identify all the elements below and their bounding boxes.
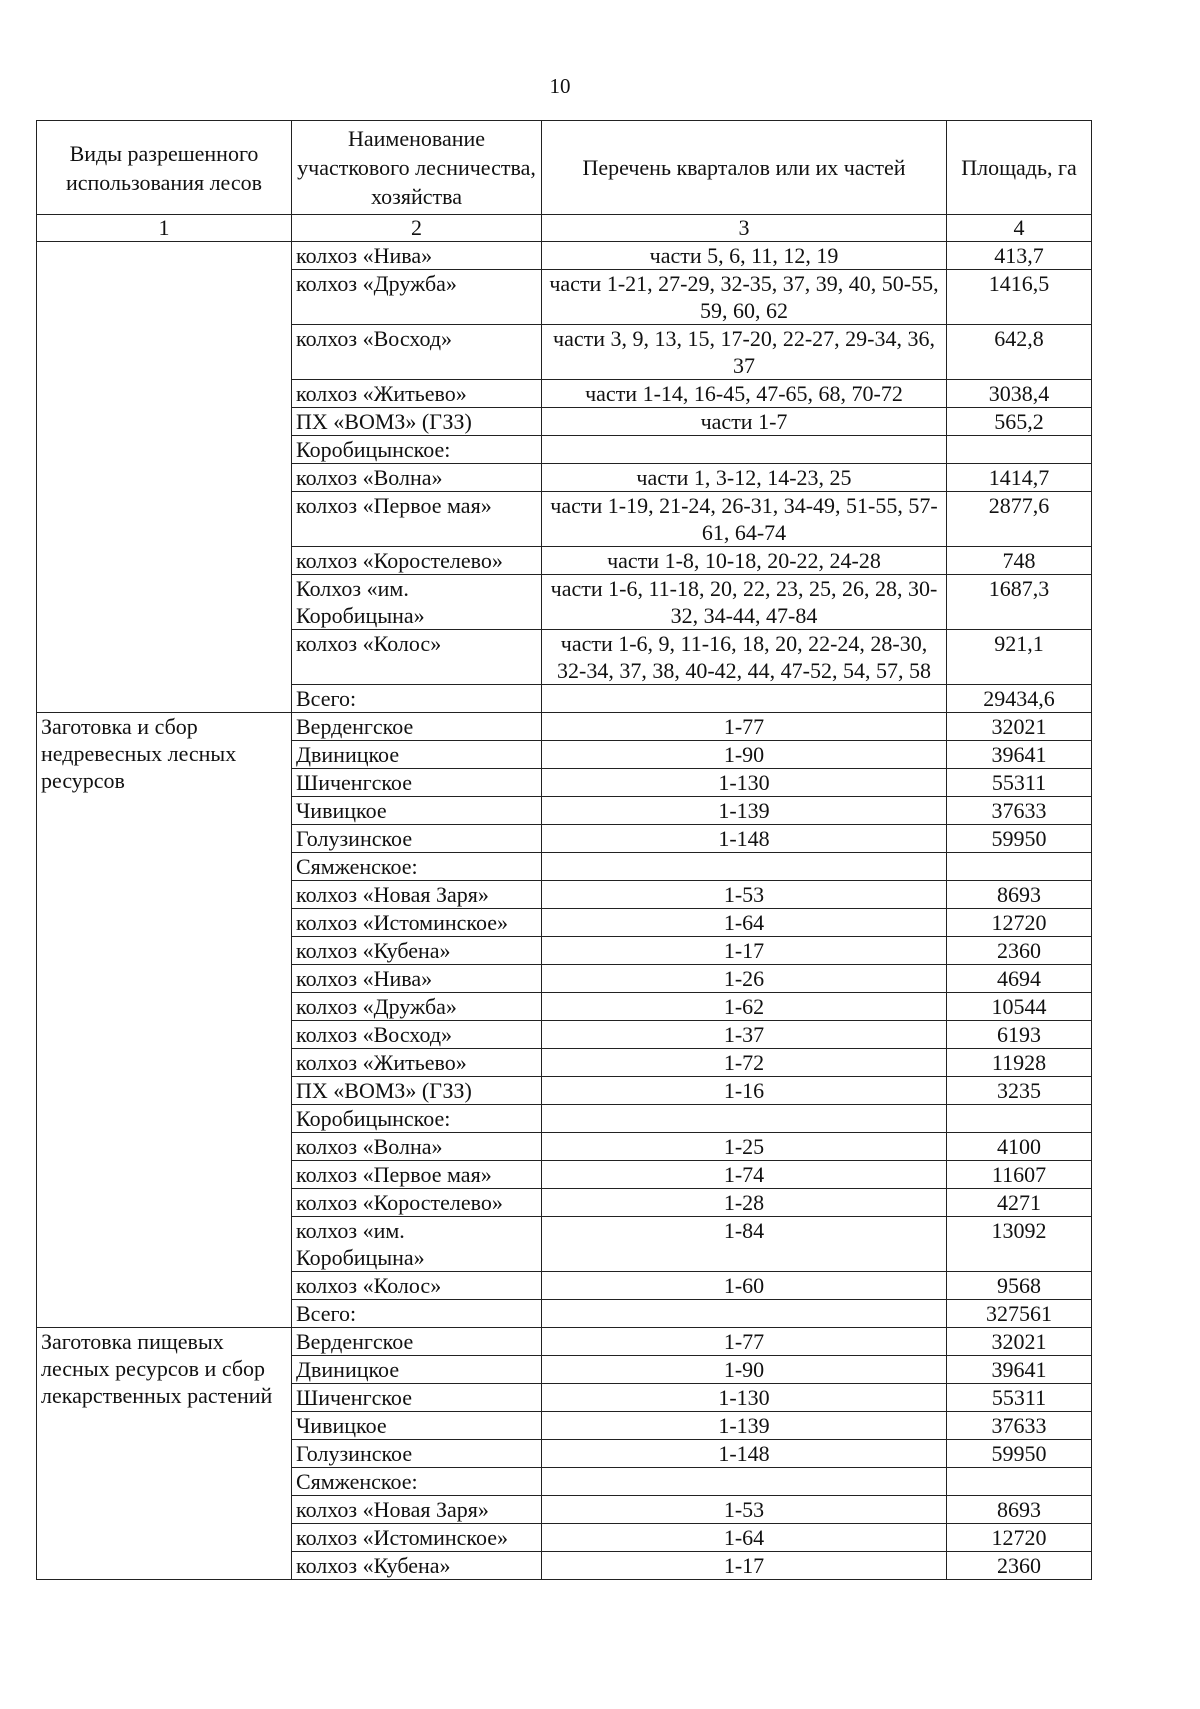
forestry-name-cell: Шиченгское [292, 1384, 542, 1412]
area-cell: 11607 [947, 1161, 1092, 1189]
area-cell: 3038,4 [947, 380, 1092, 408]
forestry-name-cell: колхоз «Первое мая» [292, 1161, 542, 1189]
forestry-name-cell: колхоз «Дружба» [292, 270, 542, 325]
column-number-row [37, 215, 1092, 242]
forestry-name-cell: ПХ «ВОМЗ» (ГЗЗ) [292, 408, 542, 436]
quarters-cell: 1-64 [542, 1524, 947, 1552]
header-forestry-name: Наименование участкового лесничества, хозяйства [292, 121, 542, 215]
area-cell: 55311 [947, 1384, 1092, 1412]
forestry-name-cell: колхоз «Кубена» [292, 937, 542, 965]
area-cell: 37633 [947, 1412, 1092, 1440]
quarters-cell: 1-72 [542, 1049, 947, 1077]
forestry-name-cell: колхоз «Житьево» [292, 1049, 542, 1077]
forestry-name-cell: Двиницкое [292, 741, 542, 769]
quarters-cell: 1-53 [542, 1496, 947, 1524]
quarters-cell: 1-64 [542, 909, 947, 937]
quarters-cell: 1-148 [542, 1440, 947, 1468]
area-cell: 55311 [947, 769, 1092, 797]
quarters-cell: 1-53 [542, 881, 947, 909]
table-row [37, 1328, 1092, 1356]
forestry-name-cell: колхоз «Дружба» [292, 993, 542, 1021]
area-cell: 12720 [947, 1524, 1092, 1552]
forestry-name-cell: Коробицынское: [292, 436, 542, 464]
quarters-cell: части 3, 9, 13, 15, 17-20, 22-27, 29-34, 36, 37 [542, 325, 947, 380]
forestry-name-cell: колхоз «Волна» [292, 1133, 542, 1161]
quarters-cell [542, 1468, 947, 1496]
quarters-cell: 1-62 [542, 993, 947, 1021]
area-cell: 32021 [947, 713, 1092, 741]
forestry-name-cell: Чивицкое [292, 797, 542, 825]
forestry-name-cell: Верденгское [292, 713, 542, 741]
area-cell: 748 [947, 547, 1092, 575]
quarters-cell: 1-17 [542, 1552, 947, 1580]
forestry-name-cell: колхоз «Первое мая» [292, 492, 542, 547]
quarters-cell [542, 853, 947, 881]
area-cell: 2877,6 [947, 492, 1092, 547]
forestry-name-cell: Верденгское [292, 1328, 542, 1356]
forestry-name-cell: колхоз «Волна» [292, 464, 542, 492]
area-cell: 413,7 [947, 242, 1092, 270]
area-cell: 2360 [947, 1552, 1092, 1580]
quarters-cell: части 1-21, 27-29, 32-35, 37, 39, 40, 50-55, 59, 60, 62 [542, 270, 947, 325]
area-cell [947, 853, 1092, 881]
area-cell: 565,2 [947, 408, 1092, 436]
usage-type-cell: Заготовка пищевых лесных ресурсов и сбор лекарственных растений [37, 1328, 292, 1580]
quarters-cell: части 1, 3-12, 14-23, 25 [542, 464, 947, 492]
area-cell: 59950 [947, 825, 1092, 853]
quarters-cell: 1-17 [542, 937, 947, 965]
quarters-cell [542, 1105, 947, 1133]
quarters-cell: 1-37 [542, 1021, 947, 1049]
column-number: 4 [947, 215, 1092, 242]
forestry-name-cell: колхоз «Восход» [292, 1021, 542, 1049]
area-cell: 3235 [947, 1077, 1092, 1105]
usage-type-cell [37, 242, 292, 713]
quarters-cell: 1-139 [542, 797, 947, 825]
area-cell: 1687,3 [947, 575, 1092, 630]
forestry-name-cell: Коробицынское: [292, 1105, 542, 1133]
forestry-name-cell: колхоз «Коростелево» [292, 547, 542, 575]
table-body [37, 242, 1092, 1580]
area-cell: 39641 [947, 741, 1092, 769]
header-area: Площадь, га [947, 121, 1092, 215]
area-cell: 10544 [947, 993, 1092, 1021]
header-row [37, 121, 1092, 215]
area-cell [947, 1468, 1092, 1496]
forestry-name-cell: Шиченгское [292, 769, 542, 797]
area-cell: 1416,5 [947, 270, 1092, 325]
forestry-name-cell: колхоз «Нива» [292, 242, 542, 270]
area-cell: 921,1 [947, 630, 1092, 685]
column-number: 2 [292, 215, 542, 242]
quarters-cell [542, 1300, 947, 1328]
forestry-name-cell: колхоз «Колос» [292, 1272, 542, 1300]
quarters-cell: 1-90 [542, 1356, 947, 1384]
quarters-cell: части 1-19, 21-24, 26-31, 34-49, 51-55, 57-61, 64-74 [542, 492, 947, 547]
forestry-name-cell: колхоз «Новая Заря» [292, 881, 542, 909]
area-cell: 8693 [947, 881, 1092, 909]
forestry-name-cell: колхоз «Коростелево» [292, 1189, 542, 1217]
quarters-cell: 1-77 [542, 713, 947, 741]
forestry-name-cell: Чивицкое [292, 1412, 542, 1440]
area-cell: 37633 [947, 797, 1092, 825]
quarters-cell: части 1-6, 11-18, 20, 22, 23, 25, 26, 28, 30-32, 34-44, 47-84 [542, 575, 947, 630]
quarters-cell: 1-28 [542, 1189, 947, 1217]
header-quarters-list: Перечень кварталов или их частей [542, 121, 947, 215]
usage-type-cell: Заготовка и сбор недревесных лесных ресурсов [37, 713, 292, 1328]
forestry-name-cell: колхоз «им. Коробицына» [292, 1217, 542, 1272]
quarters-cell: части 5, 6, 11, 12, 19 [542, 242, 947, 270]
forestry-name-cell: колхоз «Истоминское» [292, 1524, 542, 1552]
column-number: 3 [542, 215, 947, 242]
forestry-name-cell: Сямженское: [292, 853, 542, 881]
forestry-name-cell: колхоз «Колос» [292, 630, 542, 685]
quarters-cell: 1-90 [542, 741, 947, 769]
area-cell: 11928 [947, 1049, 1092, 1077]
area-cell [947, 1105, 1092, 1133]
area-cell: 29434,6 [947, 685, 1092, 713]
forestry-name-cell: колхоз «Истоминское» [292, 909, 542, 937]
forestry-name-cell: Колхоз «им. Коробицына» [292, 575, 542, 630]
forestry-name-cell: Голузинское [292, 1440, 542, 1468]
area-cell: 13092 [947, 1217, 1092, 1272]
area-cell: 39641 [947, 1356, 1092, 1384]
area-cell: 32021 [947, 1328, 1092, 1356]
quarters-cell: 1-16 [542, 1077, 947, 1105]
forestry-name-cell: Голузинское [292, 825, 542, 853]
quarters-cell: 1-26 [542, 965, 947, 993]
quarters-cell: 1-130 [542, 1384, 947, 1412]
forestry-name-cell: Сямженское: [292, 1468, 542, 1496]
forestry-name-cell: Всего: [292, 1300, 542, 1328]
table-row [37, 713, 1092, 741]
area-cell: 642,8 [947, 325, 1092, 380]
area-cell [947, 436, 1092, 464]
quarters-cell [542, 685, 947, 713]
forestry-name-cell: колхоз «Новая Заря» [292, 1496, 542, 1524]
table-row [37, 242, 1092, 270]
forestry-name-cell: ПХ «ВОМЗ» (ГЗЗ) [292, 1077, 542, 1105]
area-cell: 4694 [947, 965, 1092, 993]
quarters-cell: части 1-6, 9, 11-16, 18, 20, 22-24, 28-30, 32-34, 37, 38, 40-42, 44, 47-52, 54, 57, 58 [542, 630, 947, 685]
area-cell: 4271 [947, 1189, 1092, 1217]
area-cell: 2360 [947, 937, 1092, 965]
forestry-name-cell: Всего: [292, 685, 542, 713]
forestry-name-cell: колхоз «Кубена» [292, 1552, 542, 1580]
area-cell: 6193 [947, 1021, 1092, 1049]
area-cell: 1414,7 [947, 464, 1092, 492]
forestry-name-cell: колхоз «Житьево» [292, 380, 542, 408]
forestry-name-cell: Двиницкое [292, 1356, 542, 1384]
quarters-cell: 1-25 [542, 1133, 947, 1161]
area-cell: 12720 [947, 909, 1092, 937]
quarters-cell: 1-77 [542, 1328, 947, 1356]
forestry-name-cell: колхоз «Восход» [292, 325, 542, 380]
header-usage-types: Виды разрешенного использования лесов [37, 121, 292, 215]
area-cell: 327561 [947, 1300, 1092, 1328]
area-cell: 8693 [947, 1496, 1092, 1524]
quarters-cell: части 1-8, 10-18, 20-22, 24-28 [542, 547, 947, 575]
area-cell: 9568 [947, 1272, 1092, 1300]
quarters-cell: 1-130 [542, 769, 947, 797]
page-number: 10 [549, 74, 571, 98]
area-cell: 4100 [947, 1133, 1092, 1161]
quarters-cell: части 1-7 [542, 408, 947, 436]
quarters-cell: части 1-14, 16-45, 47-65, 68, 70-72 [542, 380, 947, 408]
quarters-cell: 1-74 [542, 1161, 947, 1189]
column-number: 1 [37, 215, 292, 242]
quarters-cell: 1-139 [542, 1412, 947, 1440]
area-cell: 59950 [947, 1440, 1092, 1468]
quarters-cell: 1-60 [542, 1272, 947, 1300]
forest-usage-table [36, 120, 1092, 1580]
quarters-cell [542, 436, 947, 464]
forestry-name-cell: колхоз «Нива» [292, 965, 542, 993]
quarters-cell: 1-148 [542, 825, 947, 853]
quarters-cell: 1-84 [542, 1217, 947, 1272]
